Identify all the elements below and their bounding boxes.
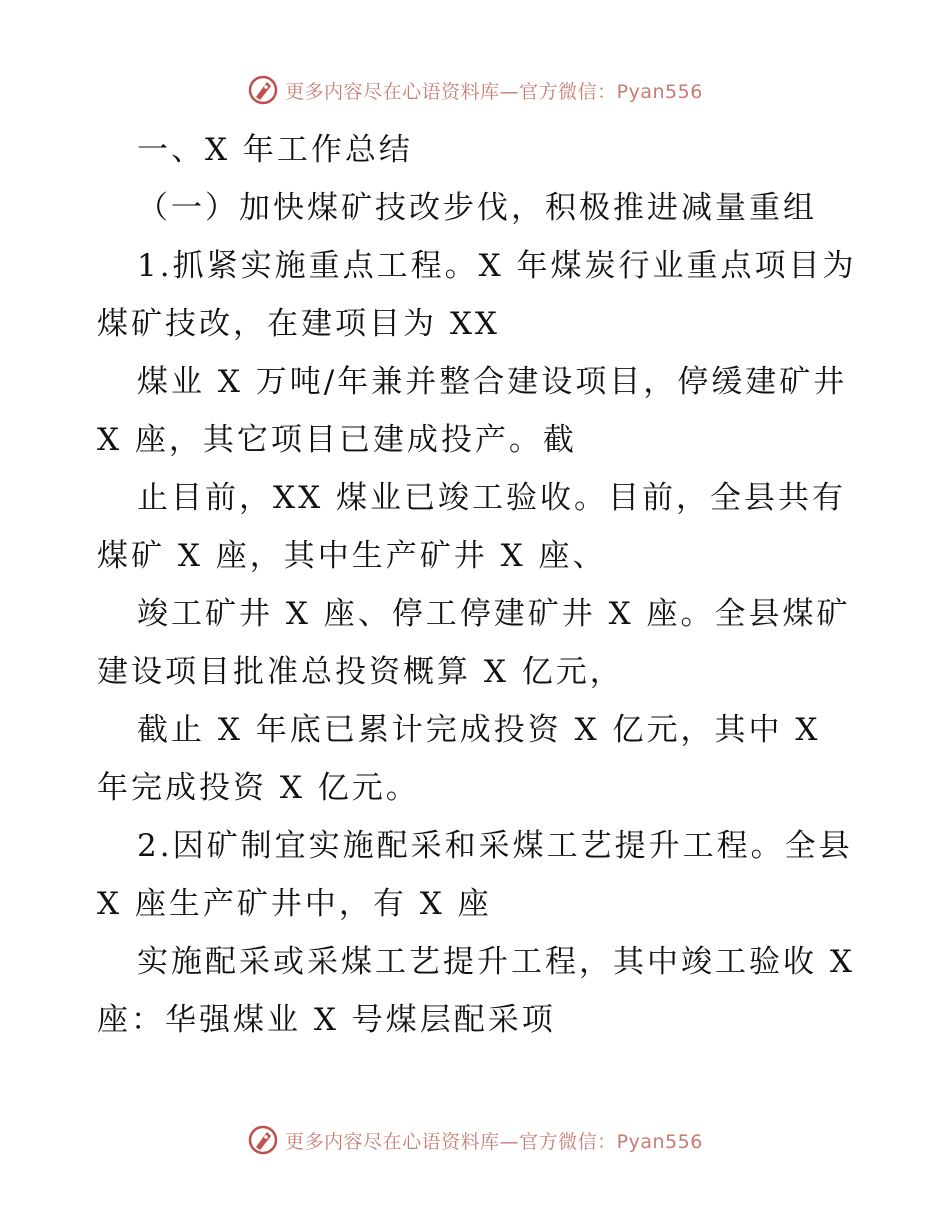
paragraph-line: 2.因矿制宜实施配采和采煤工艺提升工程。全县 bbox=[137, 828, 853, 864]
section-heading: 一、X 年工作总结 bbox=[137, 132, 413, 168]
paragraph-line: 1.抓紧实施重点工程。X 年煤炭行业重点项目为 bbox=[137, 248, 857, 284]
pen-nib-logo-icon bbox=[247, 74, 279, 106]
paragraph-line: 座：华强煤业 X 号煤层配采项 bbox=[97, 1002, 556, 1038]
paragraph-line: 截止 X 年底已累计完成投资 X 亿元，其中 X bbox=[137, 712, 821, 748]
footer-watermark bbox=[0, 1122, 950, 1158]
paragraph-line: 止目前，XX 煤业已竣工验收。目前，全县共有 bbox=[137, 480, 846, 516]
watermark-text: 更多内容尽在心语资料库—官方微信：Pyan556 bbox=[285, 1130, 703, 1153]
paragraph-line: X 座，其它项目已建成投产。截 bbox=[97, 422, 577, 458]
watermark-text: 更多内容尽在心语资料库—官方微信：Pyan556 bbox=[285, 80, 703, 103]
subsection-heading: （一）加快煤矿技改步伐，积极推进减量重组 bbox=[137, 190, 817, 226]
paragraph-line: 竣工矿井 X 座、停工停建矿井 X 座。全县煤矿 bbox=[137, 596, 851, 632]
paragraph-line: 建设项目批准总投资概算 X 亿元， bbox=[97, 654, 624, 690]
paragraph-line: 煤业 X 万吨/年兼并整合建设项目，停缓建矿井 bbox=[137, 364, 848, 400]
paragraph-line: 实施配采或采煤工艺提升工程，其中竣工验收 X bbox=[137, 944, 855, 980]
paragraph-line: X 座生产矿井中，有 X 座 bbox=[97, 886, 492, 922]
pen-nib-logo-icon bbox=[247, 1124, 279, 1156]
header-watermark bbox=[0, 72, 950, 108]
paragraph-line: 年完成投资 X 亿元。 bbox=[97, 770, 420, 806]
paragraph-line: 煤矿 X 座，其中生产矿井 X 座、 bbox=[97, 538, 607, 574]
paragraph-line: 煤矿技改，在建项目为 XX bbox=[97, 306, 500, 342]
